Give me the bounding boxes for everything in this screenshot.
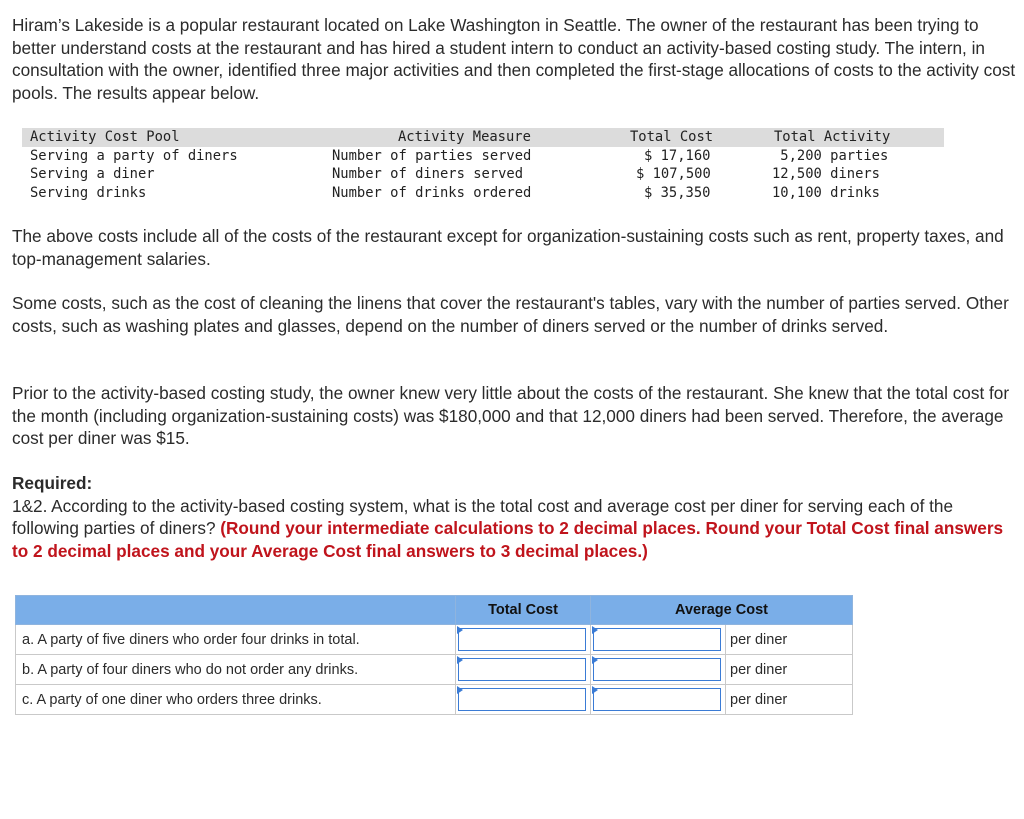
input-marker-icon <box>457 686 463 694</box>
row-measure: Number of drinks ordered <box>332 184 532 201</box>
header-activity-cost-pool: Activity Cost Pool <box>30 129 180 145</box>
row-activity: 5,200 parties <box>772 147 889 164</box>
activity-table-row <box>22 184 944 203</box>
input-marker-icon <box>457 656 463 664</box>
header-total-cost: Total Cost <box>630 129 714 145</box>
row-pool: Serving a diner <box>30 166 155 182</box>
required-heading: Required: <box>12 473 93 493</box>
per-diner-unit: per diner <box>726 685 853 715</box>
activity-cost-pool-table <box>22 128 944 202</box>
answer-table-header <box>16 596 853 625</box>
input-marker-icon <box>592 626 598 634</box>
answer-row <box>16 625 853 655</box>
row-measure: Number of parties served <box>332 147 532 164</box>
required-section <box>12 472 1016 562</box>
total-cost-header: Total Cost <box>456 596 591 625</box>
header-total-activity: Total Activity <box>774 129 891 145</box>
per-diner-unit: per diner <box>726 625 853 655</box>
party-label: a. A party of five diners who order four drinks in total. <box>16 625 456 655</box>
total-cost-cell <box>456 655 591 685</box>
cost-behavior-paragraph: Some costs, such as the cost of cleaning the linens that cover the restaurant's tables, vary with the number of parties served. Other costs, such as washing plates and glasses, depend on the number of diners served or the number of drinks served. <box>12 293 1009 336</box>
row-pool: Serving drinks <box>30 184 147 201</box>
total-cost-cell <box>456 625 591 655</box>
party-label: b. A party of four diners who do not order any drinks. <box>16 655 456 685</box>
rounding-instruction: (Round your intermediate calculations to 2 decimal places. Round your Total Cost final answers to 2 decimal places and your Average Cost final answers to 3 decimal places.) <box>12 518 1004 561</box>
row-measure: Number of diners served <box>332 166 524 182</box>
activity-table-row <box>22 165 944 184</box>
average-cost-cell <box>591 655 726 685</box>
average-cost-cell <box>591 685 726 715</box>
row-pool: Serving a party of diners <box>30 147 238 164</box>
row-cost: $ 17,160 <box>644 147 711 164</box>
answer-row <box>16 685 853 715</box>
activity-table-row <box>22 147 944 166</box>
party-label: c. A party of one diner who orders three drinks. <box>16 685 456 715</box>
average-cost-cell <box>591 625 726 655</box>
average-cost-input[interactable] <box>593 688 721 711</box>
total-cost-input[interactable] <box>458 688 586 711</box>
prior-costing-paragraph: Prior to the activity-based costing study, the owner knew very little about the costs of the restaurant. She knew that the total cost for the month (including organization-sustaining costs) was $180,000 and that 12,000 diners had been served. Therefore, the average cost per diner was $15. <box>12 383 1010 448</box>
blank-header-cell <box>16 596 456 625</box>
header-activity-measure: Activity Measure <box>398 129 531 145</box>
activity-table-header <box>22 128 944 147</box>
average-cost-input[interactable] <box>593 628 721 651</box>
average-cost-input[interactable] <box>593 658 721 681</box>
intro-paragraph: Hiram’s Lakeside is a popular restaurant located on Lake Washington in Seattle. The owner of the restaurant has been trying to better understand costs at the restaurant and has hired a student intern to conduct an activity-based costing study. The intern, in consultation with the owner, identified three major activities and then completed the first-stage allocations of costs to the activity cost pools. The results appear below. <box>12 15 1016 103</box>
row-cost: $ 107,500 <box>636 166 711 182</box>
average-cost-header: Average Cost <box>591 596 853 625</box>
answer-table <box>15 595 853 715</box>
input-marker-icon <box>592 656 598 664</box>
answer-row <box>16 655 853 685</box>
input-marker-icon <box>592 686 598 694</box>
required-question <box>12 495 1016 563</box>
per-diner-unit: per diner <box>726 655 853 685</box>
row-cost: $ 35,350 <box>644 184 711 201</box>
question-text: 1&2. According to the activity-based costing system, what is the total cost and average cost per diner for serving each of the following parties of diners? <box>12 495 954 538</box>
cost-exclusion-paragraph: The above costs include all of the costs of the restaurant except for organization-sustaining costs such as rent, property taxes, and top-management salaries. <box>12 226 1004 269</box>
total-cost-input[interactable] <box>458 628 586 651</box>
input-marker-icon <box>457 626 463 634</box>
row-activity: 12,500 diners <box>772 166 880 182</box>
row-activity: 10,100 drinks <box>772 184 880 201</box>
total-cost-input[interactable] <box>458 658 586 681</box>
total-cost-cell <box>456 685 591 715</box>
